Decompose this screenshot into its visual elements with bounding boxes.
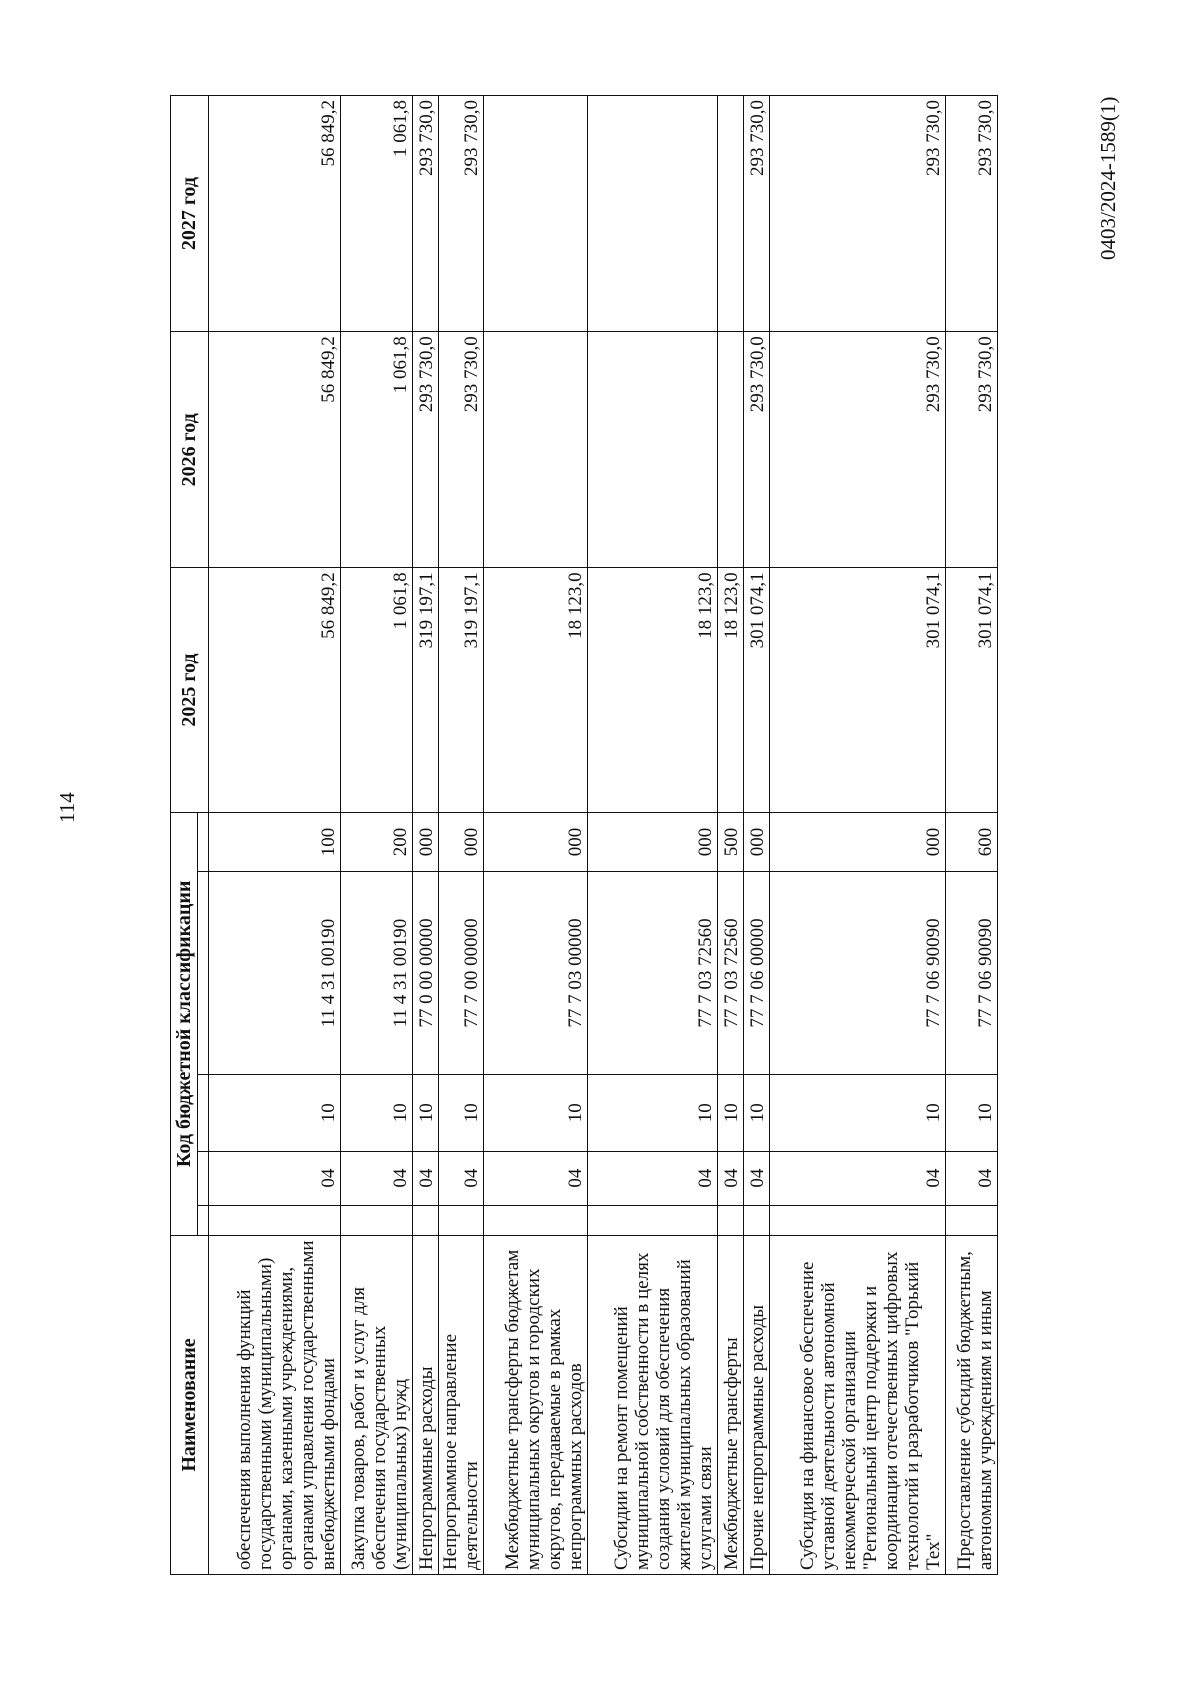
row-2027 (588, 96, 718, 332)
row-2027: 293 730,0 (946, 96, 998, 332)
row-empty (744, 1205, 770, 1235)
header-code: Код бюджетной классификации (171, 812, 198, 1235)
row-name: Непрограммное направление деятельности (439, 1235, 484, 1574)
row-code-type: 600 (946, 812, 998, 872)
row-2026 (718, 332, 744, 568)
row-empty (718, 1205, 744, 1235)
row-code-section: 04 (439, 1151, 484, 1205)
row-code-target: 77 7 00 00000 (439, 872, 484, 1074)
row-2027 (484, 96, 588, 332)
row-code-type: 500 (718, 812, 744, 872)
row-2025: 319 197,1 (439, 568, 484, 812)
table-row (718, 96, 744, 1575)
subheader-cell (198, 872, 209, 1074)
row-code-type: 000 (588, 812, 718, 872)
row-2027: 293 730,0 (439, 96, 484, 332)
table-header-row (171, 96, 198, 1575)
row-empty (946, 1205, 998, 1235)
row-empty (484, 1205, 588, 1235)
header-2025: 2025 год (171, 568, 209, 812)
table-row (484, 96, 588, 1575)
row-2025: 319 197,1 (413, 568, 439, 812)
row-code-type: 000 (744, 812, 770, 872)
subheader-cell (198, 1074, 209, 1151)
row-code-subsection: 10 (413, 1074, 439, 1151)
row-name: Субсидия на финансовое обеспечение уставной деятельности автономной некоммерческой организации "Региональный центр поддержки и координации отечественных цифровых технологий и разработчиков "Горький Тех" (770, 1235, 946, 1574)
row-code-target: 77 7 03 72560 (718, 872, 744, 1074)
table-row (209, 96, 341, 1575)
row-code-section: 04 (770, 1151, 946, 1205)
row-empty (209, 1205, 341, 1235)
row-code-section: 04 (718, 1151, 744, 1205)
row-code-section: 04 (588, 1151, 718, 1205)
subheader-cell (198, 812, 209, 872)
row-code-type: 000 (413, 812, 439, 872)
row-2025: 301 074,1 (744, 568, 770, 812)
row-2026 (588, 332, 718, 568)
row-code-section: 04 (744, 1151, 770, 1205)
row-code-subsection: 10 (718, 1074, 744, 1151)
document-code: 0403/2024-1589(1) (1096, 96, 1120, 260)
row-code-target: 77 7 06 90090 (946, 872, 998, 1074)
row-name: Непрограммные расходы (413, 1235, 439, 1574)
table-row (588, 96, 718, 1575)
row-name: Межбюджетные трансферты бюджетам муниципальных округов и городских округов, передаваемые в рамках непрограммных расходов (484, 1235, 588, 1574)
row-code-subsection: 10 (209, 1074, 341, 1151)
row-name: Прочие непрограммные расходы (744, 1235, 770, 1574)
row-empty (588, 1205, 718, 1235)
row-code-section: 04 (413, 1151, 439, 1205)
header-name: Наименование (171, 1235, 209, 1574)
row-2025: 1 061,8 (341, 568, 413, 812)
budget-table (170, 95, 998, 1575)
row-code-target: 77 7 03 00000 (484, 872, 588, 1074)
row-2026: 1 061,8 (341, 332, 413, 568)
row-code-type: 200 (341, 812, 413, 872)
row-2027: 293 730,0 (744, 96, 770, 332)
row-code-subsection: 10 (946, 1074, 998, 1151)
row-2025: 18 123,0 (484, 568, 588, 812)
row-2026: 293 730,0 (439, 332, 484, 568)
table-row (744, 96, 770, 1575)
row-code-subsection: 10 (484, 1074, 588, 1151)
row-code-section: 04 (209, 1151, 341, 1205)
row-code-type: 000 (484, 812, 588, 872)
row-code-target: 11 4 31 00190 (341, 872, 413, 1074)
row-code-section: 04 (341, 1151, 413, 1205)
row-2027 (718, 96, 744, 332)
row-2026 (484, 332, 588, 568)
row-2026: 293 730,0 (946, 332, 998, 568)
table-row (770, 96, 946, 1575)
page-number: 114 (55, 792, 79, 823)
row-code-section: 04 (484, 1151, 588, 1205)
row-code-subsection: 10 (341, 1074, 413, 1151)
table-row (413, 96, 439, 1575)
table-row (439, 96, 484, 1575)
row-code-section: 04 (946, 1151, 998, 1205)
row-code-target: 77 0 00 00000 (413, 872, 439, 1074)
row-code-type: 100 (209, 812, 341, 872)
row-2026: 293 730,0 (413, 332, 439, 568)
row-name: обеспечения выполнения функций государственными (муниципальными) органами, казенными учреждениями, органами управления государственными внебюджетными фондами (209, 1235, 341, 1574)
row-2025: 18 123,0 (718, 568, 744, 812)
row-2026: 56 849,2 (209, 332, 341, 568)
row-name: Предоставление субсидий бюджетным, автономным учреждениям и иным (946, 1235, 998, 1574)
row-2027: 293 730,0 (413, 96, 439, 332)
header-2026: 2026 год (171, 332, 209, 568)
subheader-cell (198, 1205, 209, 1235)
row-code-target: 77 7 06 90090 (770, 872, 946, 1074)
row-code-type: 000 (770, 812, 946, 872)
header-2027: 2027 год (171, 96, 209, 332)
row-empty (413, 1205, 439, 1235)
row-code-subsection: 10 (744, 1074, 770, 1151)
budget-table-container (170, 95, 1050, 1575)
row-2027: 56 849,2 (209, 96, 341, 332)
row-2025: 301 074,1 (946, 568, 998, 812)
row-empty (439, 1205, 484, 1235)
row-code-subsection: 10 (439, 1074, 484, 1151)
row-2027: 293 730,0 (770, 96, 946, 332)
table-row (341, 96, 413, 1575)
row-code-target: 77 7 06 00000 (744, 872, 770, 1074)
table-row (946, 96, 998, 1575)
row-2025: 18 123,0 (588, 568, 718, 812)
row-2025: 301 074,1 (770, 568, 946, 812)
row-2025: 56 849,2 (209, 568, 341, 812)
row-name: Субсидии на ремонт помещений муниципальной собственности в целях создания условий для обеспечения жителей муниципальных образований услугами связи (588, 1235, 718, 1574)
row-2026: 293 730,0 (770, 332, 946, 568)
row-empty (341, 1205, 413, 1235)
row-code-type: 000 (439, 812, 484, 872)
row-name: Закупка товаров, работ и услуг для обеспечения государственных (муниципальных) нужд (341, 1235, 413, 1574)
row-code-target: 77 7 03 72560 (588, 872, 718, 1074)
row-code-subsection: 10 (588, 1074, 718, 1151)
row-name: Межбюджетные трансферты (718, 1235, 744, 1574)
row-code-subsection: 10 (770, 1074, 946, 1151)
row-code-target: 11 4 31 00190 (209, 872, 341, 1074)
row-2027: 1 061,8 (341, 96, 413, 332)
subheader-cell (198, 1151, 209, 1205)
row-empty (770, 1205, 946, 1235)
row-2026: 293 730,0 (744, 332, 770, 568)
